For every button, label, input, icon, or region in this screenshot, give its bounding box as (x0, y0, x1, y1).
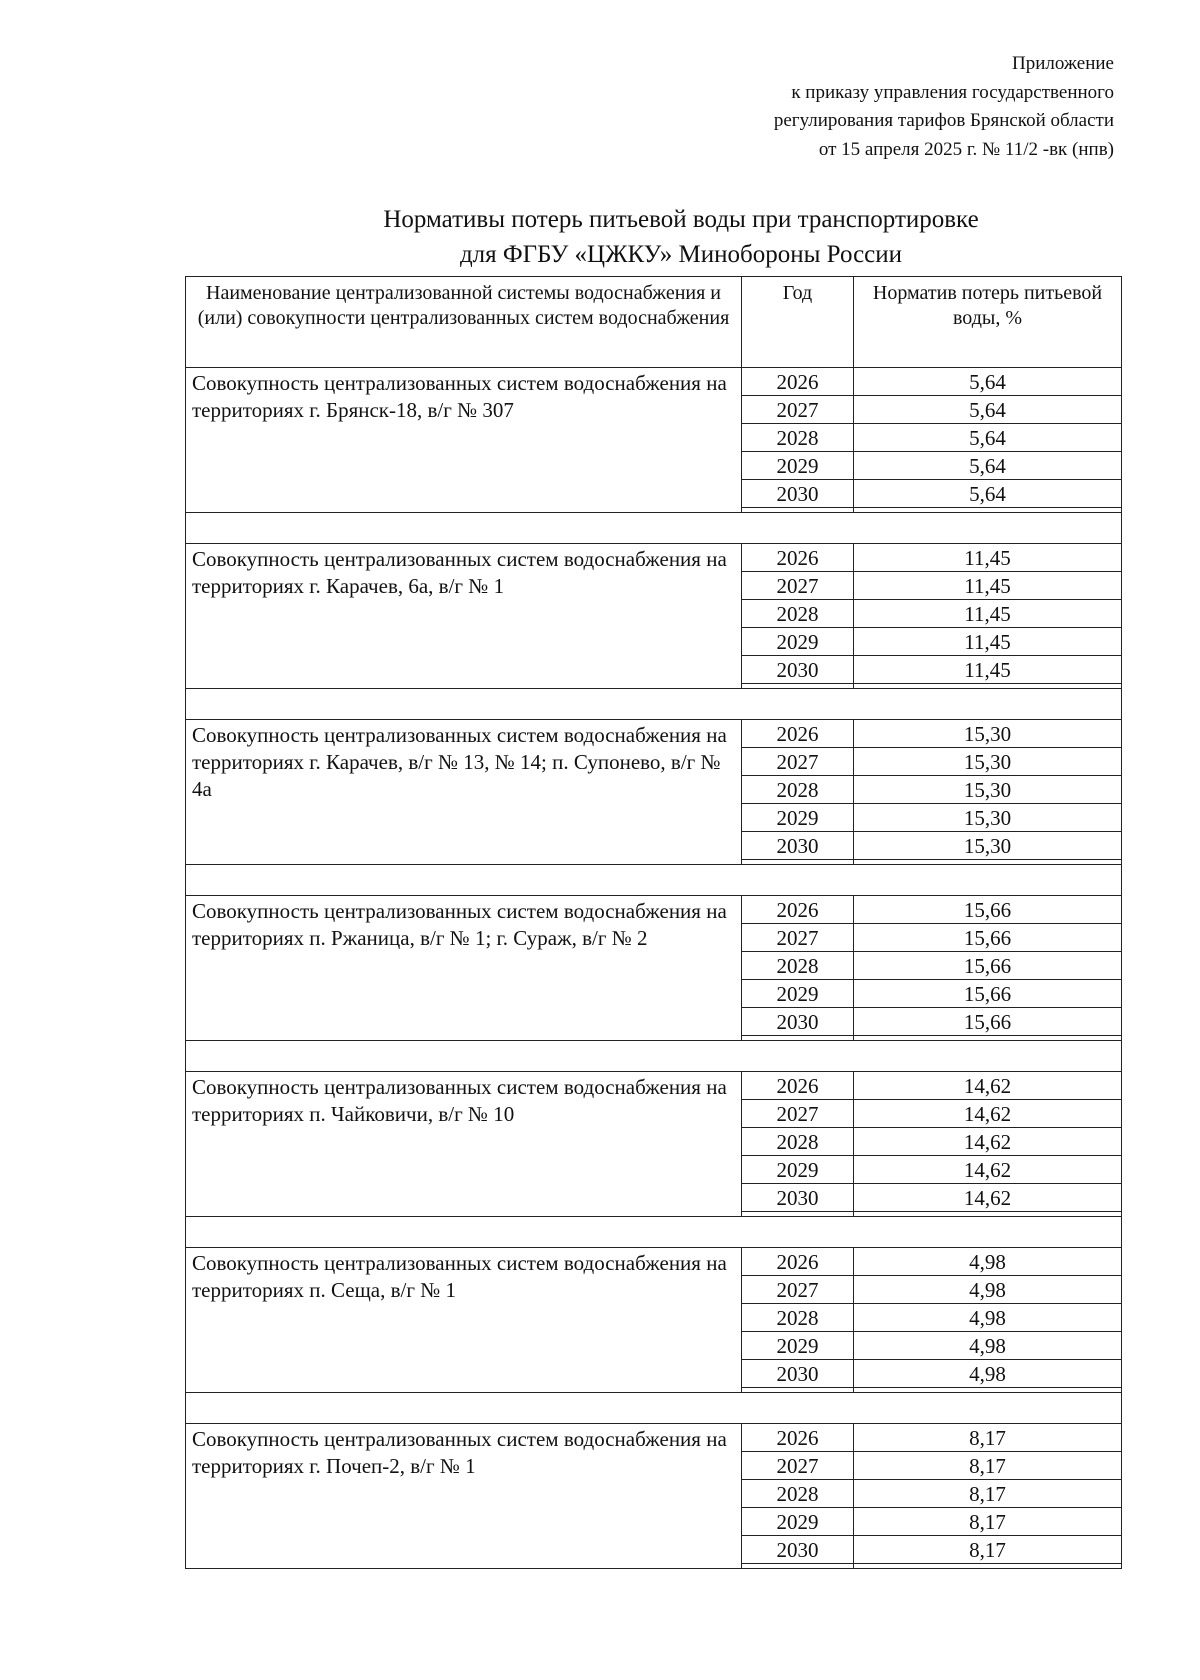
group-separator-row (186, 1041, 1122, 1072)
loss-norm-cell: 14,62 (854, 1100, 1122, 1128)
separator-cell (186, 1041, 1122, 1072)
separator-cell (186, 513, 1122, 544)
loss-norm-cell: 5,64 (854, 424, 1122, 452)
loss-norm-cell: 8,17 (854, 1452, 1122, 1480)
loss-norm-cell: 8,17 (854, 1508, 1122, 1536)
system-name-cell: Совокупность централизованных систем водоснабжения на территориях г. Брянск-18, в/г № 307 (186, 368, 742, 513)
group-separator-row (186, 513, 1122, 544)
appendix-line-1: Приложение (1012, 53, 1114, 74)
year-cell: 2029 (742, 804, 854, 832)
system-name-cell: Совокупность централизованных систем водоснабжения на территориях п. Сеща, в/г № 1 (186, 1248, 742, 1393)
norms-table (185, 276, 1122, 1569)
loss-norm-cell: 4,98 (854, 1248, 1122, 1276)
year-cell: 2026 (742, 1072, 854, 1100)
year-cell: 2026 (742, 720, 854, 748)
year-cell: 2027 (742, 572, 854, 600)
loss-norm-cell: 11,45 (854, 628, 1122, 656)
loss-norm-cell: 5,64 (854, 368, 1122, 396)
loss-norm-cell: 4,98 (854, 1360, 1122, 1388)
document-title (186, 202, 1176, 272)
loss-norm-cell: 5,64 (854, 480, 1122, 508)
year-cell: 2029 (742, 1508, 854, 1536)
loss-norm-cell: 15,30 (854, 748, 1122, 776)
loss-norm-cell: 15,30 (854, 832, 1122, 860)
year-cell: 2028 (742, 600, 854, 628)
title-line-2: для ФГБУ «ЦЖКУ» Минобороны России (459, 241, 903, 268)
year-cell: 2030 (742, 656, 854, 684)
empty-cell (854, 1564, 1122, 1569)
appendix-line-4: от 15 апреля 2025 г. № 11/2 -вк (нпв) (818, 138, 1114, 160)
year-cell: 2030 (742, 832, 854, 860)
year-cell: 2030 (742, 1184, 854, 1212)
separator-cell (186, 689, 1122, 720)
year-cell: 2027 (742, 1276, 854, 1304)
loss-norm-cell: 8,17 (854, 1424, 1122, 1452)
header-year: Год (742, 277, 854, 368)
loss-norm-cell: 15,66 (854, 1008, 1122, 1036)
appendix-line-3: регулирования тарифов Брянской области (773, 110, 1114, 131)
header-loss-norm: Норматив потерь питьевой воды, % (854, 277, 1122, 368)
loss-norm-cell: 11,45 (854, 656, 1122, 684)
header-system-name: Наименование централизованной системы водоснабжения и (или) совокупности централизованных систем водоснабжения (186, 277, 742, 368)
year-cell: 2028 (742, 424, 854, 452)
loss-norm-cell: 15,66 (854, 980, 1122, 1008)
year-cell: 2030 (742, 480, 854, 508)
group-separator-row (186, 1217, 1122, 1248)
year-cell: 2027 (742, 1452, 854, 1480)
year-cell: 2026 (742, 1424, 854, 1452)
year-cell: 2028 (742, 952, 854, 980)
table-row (186, 720, 1122, 748)
table-row (186, 1248, 1122, 1276)
system-name-cell: Совокупность централизованных систем водоснабжения на территориях п. Чайковичи, в/г № 10 (186, 1072, 742, 1217)
separator-cell (186, 865, 1122, 896)
year-cell: 2029 (742, 1156, 854, 1184)
separator-cell (186, 1393, 1122, 1424)
loss-norm-cell: 14,62 (854, 1184, 1122, 1212)
loss-norm-cell: 15,30 (854, 804, 1122, 832)
loss-norm-cell: 11,45 (854, 572, 1122, 600)
appendix-header (514, 50, 1114, 164)
year-cell: 2029 (742, 980, 854, 1008)
year-cell: 2028 (742, 1128, 854, 1156)
year-cell: 2027 (742, 924, 854, 952)
group-separator-row (186, 689, 1122, 720)
loss-norm-cell: 5,64 (854, 396, 1122, 424)
loss-norm-cell: 11,45 (854, 544, 1122, 572)
table-header-row (186, 277, 1122, 368)
table-row (186, 1072, 1122, 1100)
year-cell: 2029 (742, 452, 854, 480)
year-cell: 2027 (742, 1100, 854, 1128)
group-separator-row (186, 1393, 1122, 1424)
separator-cell (186, 1217, 1122, 1248)
table-row (186, 896, 1122, 924)
system-name-cell: Совокупность централизованных систем водоснабжения на территориях г. Карачев, 6а, в/г № 1 (186, 544, 742, 689)
year-cell: 2026 (742, 896, 854, 924)
loss-norm-cell: 15,66 (854, 952, 1122, 980)
year-cell: 2027 (742, 748, 854, 776)
loss-norm-cell: 15,66 (854, 896, 1122, 924)
loss-norm-cell: 14,62 (854, 1156, 1122, 1184)
year-cell: 2026 (742, 1248, 854, 1276)
year-cell: 2030 (742, 1536, 854, 1564)
loss-norm-cell: 14,62 (854, 1128, 1122, 1156)
system-name-cell: Совокупность централизованных систем водоснабжения на территориях г. Почеп-2, в/г № 1 (186, 1424, 742, 1569)
loss-norm-cell: 8,17 (854, 1536, 1122, 1564)
table-row (186, 1424, 1122, 1452)
year-cell: 2030 (742, 1008, 854, 1036)
loss-norm-cell: 14,62 (854, 1072, 1122, 1100)
group-separator-row (186, 865, 1122, 896)
system-name-cell: Совокупность централизованных систем водоснабжения на территориях п. Ржаница, в/г № 1; г. Сураж, в/г № 2 (186, 896, 742, 1041)
loss-norm-cell: 15,30 (854, 720, 1122, 748)
appendix-line-2: к приказу управления государственного (791, 81, 1114, 103)
loss-norm-cell: 4,98 (854, 1304, 1122, 1332)
year-cell: 2026 (742, 368, 854, 396)
table-body (186, 368, 1122, 1569)
year-cell: 2030 (742, 1360, 854, 1388)
loss-norm-cell: 5,64 (854, 452, 1122, 480)
loss-norm-cell: 15,30 (854, 776, 1122, 804)
year-cell: 2028 (742, 776, 854, 804)
loss-norm-cell: 4,98 (854, 1276, 1122, 1304)
table-row (186, 368, 1122, 396)
table-row (186, 544, 1122, 572)
loss-norm-cell: 8,17 (854, 1480, 1122, 1508)
loss-norm-cell: 15,66 (854, 924, 1122, 952)
year-cell: 2028 (742, 1304, 854, 1332)
year-cell: 2028 (742, 1480, 854, 1508)
year-cell: 2029 (742, 1332, 854, 1360)
loss-norm-cell: 4,98 (854, 1332, 1122, 1360)
system-name-cell: Совокупность централизованных систем водоснабжения на территориях г. Карачев, в/г № 13, № 14; п. Супонево, в/г № 4а (186, 720, 742, 865)
loss-norm-cell: 11,45 (854, 600, 1122, 628)
year-cell: 2027 (742, 396, 854, 424)
title-line-1: Нормативы потерь питьевой воды при транспортировке (383, 206, 979, 233)
year-cell: 2026 (742, 544, 854, 572)
year-cell: 2029 (742, 628, 854, 656)
empty-cell (742, 1564, 854, 1569)
